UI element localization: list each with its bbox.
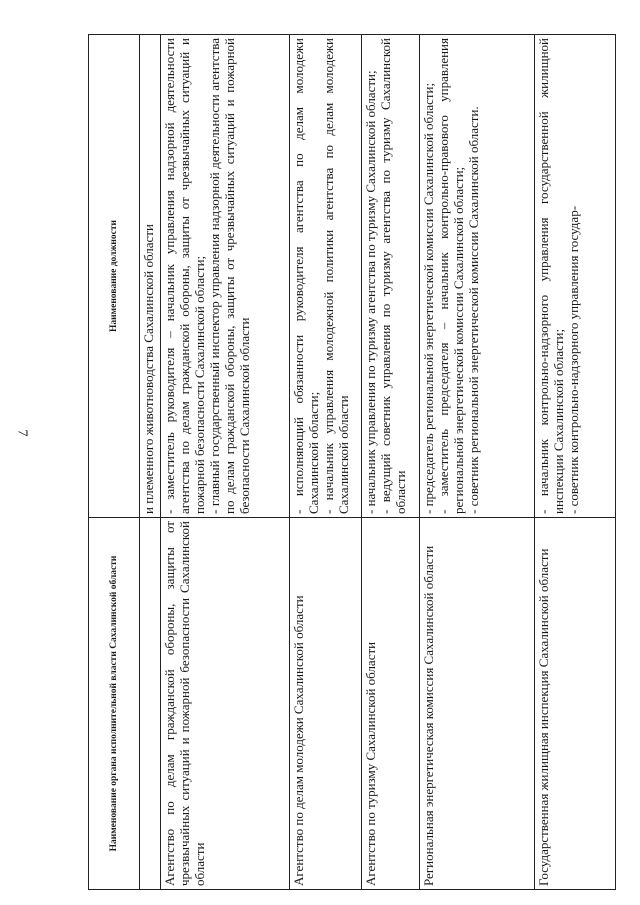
positions-cell [289, 35, 362, 518]
table-body [140, 35, 616, 890]
positions-cell [160, 35, 289, 518]
positions-list [291, 38, 351, 514]
positions-list [421, 38, 481, 514]
position-item: - исполняющий обязанности руководителя агентства по делам молодежи Сахалинской области; [290, 38, 321, 514]
header-position: Наименование должности [89, 35, 140, 518]
organ-name-cell: Агентство по делам молодежи Сахалинской области [289, 518, 362, 890]
organ-name-cell: Агентство по туризму Сахалинской области [362, 518, 420, 890]
positions-list [141, 38, 156, 514]
table-row [535, 35, 616, 890]
positions-list [363, 38, 408, 514]
table-row [140, 35, 161, 890]
page-number: 7 [14, 429, 30, 437]
position-item: - заместитель руководителя – начальник управления надзорной деятельности агентства по делам гражданской обороны, защиты от чрезвычайных ситуаций и пожарной безопасности Сахалинской области; [161, 38, 207, 514]
position-item: - начальник управления по туризму агентства по туризму Сахалинской области; [363, 70, 379, 514]
positions-cell [362, 35, 420, 518]
table-header-row [89, 35, 140, 890]
positions-cell [535, 35, 616, 518]
position-item: - председатель региональной энергетической комиссии Сахалинской области; [421, 82, 437, 514]
position-item: - начальник контрольно-надзорного управления государственной жилищной инспекции Сахалинской области; [536, 38, 567, 514]
position-item: - ведущий советник управления по туризму агентства по туризму Сахалинской области [378, 38, 409, 514]
positions-list [162, 38, 252, 514]
positions-list [536, 38, 581, 514]
table-row [420, 35, 535, 890]
rotated-page-content [88, 35, 616, 890]
position-item: - заместитель председателя – начальник контрольно-правового управления региональной энергетической комиссии Сахалинской области; [436, 38, 467, 514]
positions-cell [420, 35, 535, 518]
positions-table [88, 34, 616, 890]
position-item: - главный государственный инспектор управления надзорной деятельности агентства по делам гражданской обороны, защиты от чрезвычайных ситуаций и пожарной безопасности Сахалинской области [206, 38, 252, 514]
table-row [362, 35, 420, 890]
position-item: - советник региональной энергетической комиссии Сахалинской области. [466, 106, 482, 514]
table-row [289, 35, 362, 890]
position-item: - советник контрольно-надзорного управления государ- [566, 205, 582, 514]
organ-name-cell: Государственная жилищная инспекция Сахалинской области [535, 518, 616, 890]
header-organ: Наименование органа исполнительной власти Сахалинской области [89, 518, 140, 890]
table-row [160, 35, 289, 890]
organ-name-cell: Региональная энергетическая комиссия Сахалинской области [420, 518, 535, 890]
position-item: и племенного животноводства Сахалинской области [141, 224, 156, 514]
organ-name-cell: Агентство по делам гражданской обороны, защиты от чрезвычайных ситуаций и пожарной безопасности Сахалинской области [160, 518, 289, 890]
organ-name-cell [140, 518, 161, 890]
positions-cell [140, 35, 161, 518]
position-item: - начальник управления молодежной политики агентства по делам молодежи Сахалинской области [320, 38, 351, 514]
